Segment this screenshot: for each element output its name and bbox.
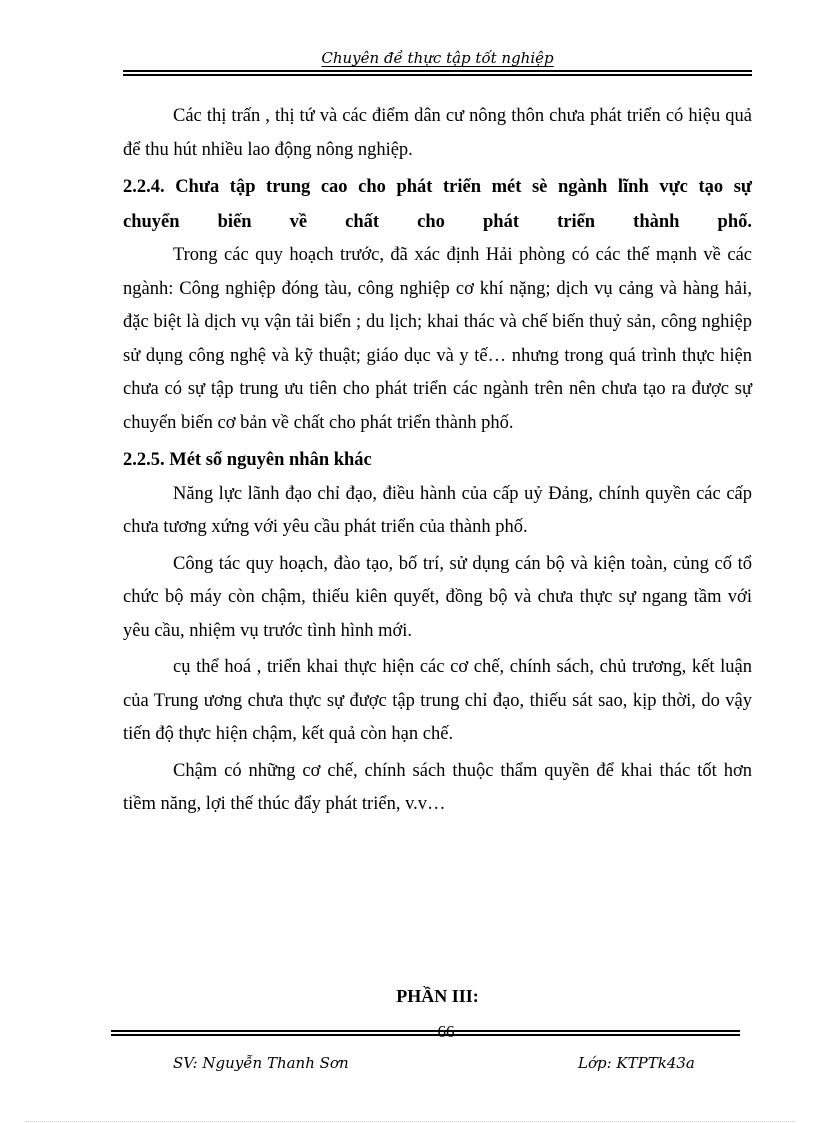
section-heading-2-2-4: 2.2.4. Chưa tập trung cao cho phát triển mét sè ngành lĩnh vực tạo sự — [123, 177, 752, 197]
paragraph: Năng lực lãnh đạo chỉ đạo, điều hành của cấp uỷ Đảng, chính quyền các cấp chưa tương xứng với yêu cầu phát triển của thành phố. — [123, 483, 752, 537]
footer-student-name: SV: Nguyễn Thanh Sơn — [173, 1054, 349, 1072]
section-heading-2-2-4-cont: chuyển biến về chất cho phát triển thành phố. — [123, 211, 752, 232]
paragraph: Các thị trấn , thị tứ và các điểm dân cư nông thôn chưa phát triển có hiệu quả để thu hút nhiều lao động nông nghiệp. — [123, 106, 752, 160]
paragraph: Chậm có những cơ chế, chính sách thuộc thẩm quyền để khai thác tốt hơn tiềm năng, lợi thế thúc đẩy phát triển, v.v… — [123, 760, 752, 814]
paragraph: cụ thể hoá , triển khai thực hiện các cơ chế, chính sách, chủ trương, kết luận của Trung ương chưa thực sự được tập trung chỉ đạo, thiếu sát sao, kịp thời, do vậy tiến độ thực hiện chậm, kết quả còn hạn chế. — [123, 657, 752, 744]
header-double-rule — [123, 70, 752, 76]
part-title: PHẦN III: — [396, 986, 479, 1006]
page-number: 66 — [437, 1022, 455, 1041]
paragraph: Công tác quy hoạch, đào tạo, bố trí, sử dụng cán bộ và kiện toàn, củng cố tổ chức bộ máy còn chậm, thiếu kiên quyết, đồng bộ và chưa thực sự ngang tầm với yêu cầu, nhiệm vụ trước tình hình mới. — [123, 553, 752, 641]
header-title: Chuyên đề thực tập tốt nghiệp — [321, 49, 554, 67]
page-bottom-edge — [25, 1121, 795, 1122]
page-header — [123, 49, 752, 67]
document-body — [123, 100, 752, 822]
footer-class-name: Lớp: KTPTk43a — [578, 1054, 695, 1072]
paragraph: Trong các quy hoạch trước, đã xác định Hải phòng có các thế mạnh về các ngành: Công nghiệp đóng tàu, công nghiệp cơ khí nặng; dịch vụ cảng và hàng hải, đặc biệt là dịch vụ vận tải biển ; du lịch; khai thác và chế biến thuỷ sản, công nghiệp sử dụng công nghệ và kỹ thuật; giáo dục và y tế… nhưng trong quá trình thực hiện chưa có sự tập trung ưu tiên cho phát triển các ngành trên nên chưa tạo ra được sự chuyển biến cơ bản về chất cho phát triển thành phố. — [123, 245, 752, 433]
section-heading-2-2-5: 2.2.5. Mét số nguyên nhân khác — [123, 450, 372, 470]
